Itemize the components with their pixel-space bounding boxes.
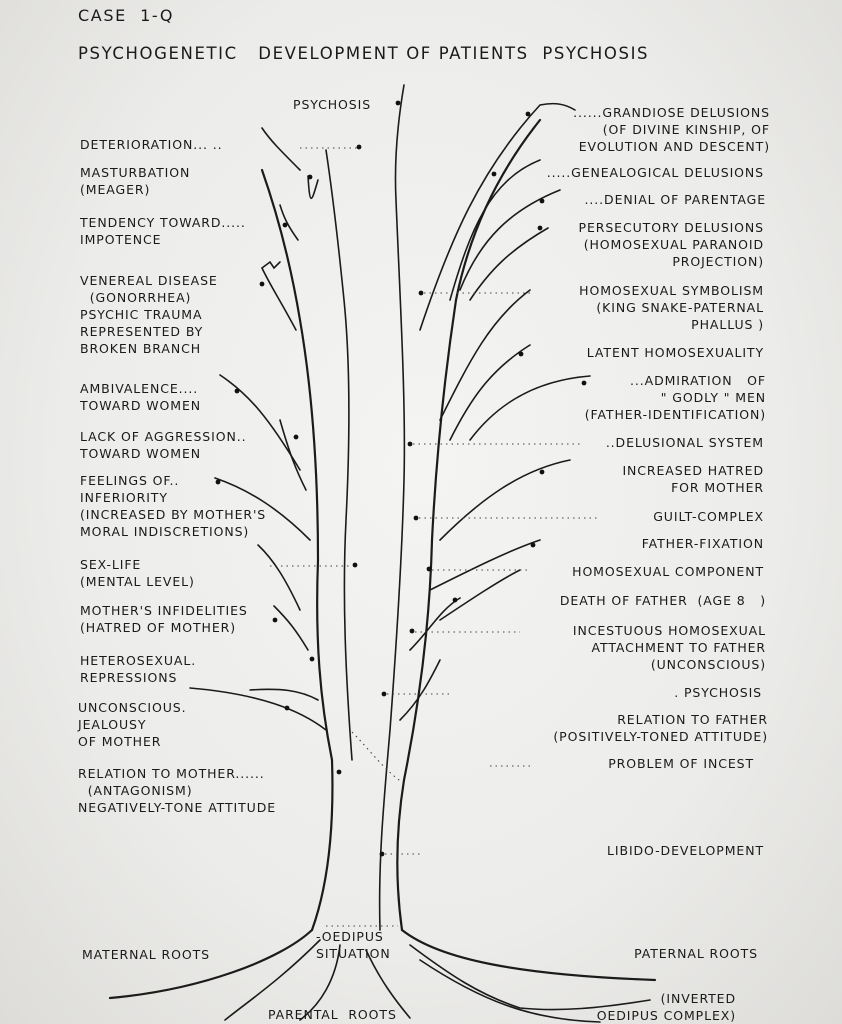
dot-impotence	[283, 223, 288, 228]
dot-libido	[380, 852, 385, 857]
label-denial-of-parentage: ....DENIAL OF PARENTAGE	[584, 192, 766, 207]
branch-right-7	[470, 376, 590, 440]
label-incestuous-attachment: INCESTUOUS HOMOSEXUAL ATTACHMENT TO FATHER (UNCONSCIOUS)	[572, 623, 766, 672]
branch-right-8	[440, 460, 570, 540]
label-problem-of-incest: PROBLEM OF INCEST	[608, 756, 754, 771]
label-homosexual-symbolism: HOMOSEXUAL SYMBOLISM (KING SNAKE-PATERNAL PHALLUS )	[579, 283, 764, 332]
dot-genealogical	[492, 172, 497, 177]
branch-right-3	[460, 190, 560, 290]
dot-deterioration	[357, 145, 362, 150]
label-parental-roots: PARENTAL ROOTS	[268, 1007, 397, 1022]
label-sex-life: SEX-LIFE (MENTAL LEVEL)	[80, 557, 195, 589]
label-homosexual-component: HOMOSEXUAL COMPONENT	[572, 564, 764, 579]
branch-left-6	[280, 420, 306, 490]
label-feelings-of-inferiority: FEELINGS OF.. INFERIORITY (INCREASED BY MOTHER'S MORAL INDISCRETIONS)	[80, 473, 267, 539]
dot-fixation	[531, 543, 536, 548]
dot-ambivalence	[235, 389, 240, 394]
label-deterioration: DETERIORATION... ..	[80, 137, 223, 152]
label-lack-of-aggression: LACK OF AGGRESSION.. TOWARD WOMEN	[80, 429, 247, 461]
case-id: CASE 1-Q	[78, 6, 175, 25]
branch-right-2	[450, 160, 540, 300]
label-psychosis-lower: . PSYCHOSIS	[674, 685, 762, 700]
dot-denial	[540, 199, 545, 204]
label-maternal-roots: MATERNAL ROOTS	[82, 947, 210, 962]
label-grandiose-delusions: ......GRANDIOSE DELUSIONS (OF DIVINE KINSHIP, OF EVOLUTION AND DESCENT)	[573, 105, 770, 154]
trunk-inner-2	[326, 150, 352, 760]
dot-infidelities	[273, 618, 278, 623]
dot-homosexual-component	[427, 567, 432, 572]
dot-guilt	[414, 516, 419, 521]
dot-persecutory	[538, 226, 543, 231]
branch-left-10	[250, 689, 318, 700]
label-relation-to-mother: RELATION TO MOTHER...... (ANTAGONISM) NEGATIVELY-TONE ATTITUDE	[78, 766, 277, 815]
label-ambivalence: AMBIVALENCE.... TOWARD WOMEN	[80, 381, 202, 413]
label-oedipus-situation: -OEDIPUS SITUATION	[316, 929, 391, 961]
branch-left-broken	[262, 262, 280, 268]
label-persecutory-delusions: PERSECUTORY DELUSIONS (HOMOSEXUAL PARANOID PROJECTION)	[578, 220, 764, 269]
label-inverted-oedipus: (INVERTED OEDIPUS COMPLEX)	[596, 991, 736, 1023]
label-unconscious-jealousy: UNCONSCIOUS. JEALOUSY OF MOTHER	[78, 700, 187, 749]
dot-latent	[519, 352, 524, 357]
branch-right-4	[470, 228, 548, 300]
label-genealogical-delusions: .....GENEALOGICAL DELUSIONS	[546, 165, 764, 180]
dot-venereal	[260, 282, 265, 287]
diagram-title: PSYCHOGENETIC DEVELOPMENT OF PATIENTS PSYCHOSIS	[78, 44, 650, 63]
branch-right-9	[430, 540, 540, 590]
label-delusional-system: ..DELUSIONAL SYSTEM	[605, 435, 764, 450]
dot-hatred	[540, 470, 545, 475]
root-inverted	[420, 960, 600, 1022]
branch-right-1	[420, 104, 575, 330]
branch-left-8	[258, 545, 300, 610]
root-maternal-1	[110, 930, 312, 998]
dot-grandiose	[526, 112, 531, 117]
label-paternal-roots: PATERNAL ROOTS	[634, 946, 758, 961]
label-latent-homosexuality: LATENT HOMOSEXUALITY	[586, 345, 764, 360]
dot-symbolism	[419, 291, 424, 296]
label-heterosexual-repressions: HETEROSEXUAL. REPRESSIONS	[80, 653, 197, 685]
label-mothers-infidelities: MOTHER'S INFIDELITIES (HATRED OF MOTHER)	[80, 603, 248, 635]
label-venereal-disease: VENEREAL DISEASE (GONORRHEA) PSYCHIC TRAUMA REPRESENTED BY BROKEN BRANCH	[80, 273, 218, 356]
branch-left-1	[262, 128, 300, 170]
dot-psychosis-top	[396, 101, 401, 106]
label-top-psychosis: PSYCHOSIS	[293, 97, 372, 112]
dot-lack-aggression	[294, 435, 299, 440]
dot-psychosis-lower	[382, 692, 387, 697]
dot-repressions	[310, 657, 315, 662]
dot-relation-mother	[337, 770, 342, 775]
branch-right-6	[450, 345, 530, 440]
dot-sex-life	[353, 563, 358, 568]
branch-left-9	[274, 606, 308, 650]
label-impotence: TENDENCY TOWARD..... IMPOTENCE	[80, 215, 246, 247]
dot-delusional	[408, 442, 413, 447]
label-relation-to-father: RELATION TO FATHER (POSITIVELY-TONED ATTITUDE)	[553, 712, 768, 744]
trunk-left-edge	[262, 170, 332, 930]
label-libido-development: LIBIDO-DEVELOPMENT	[607, 843, 764, 858]
dot-death-father	[453, 598, 458, 603]
dot-incestuous	[410, 629, 415, 634]
dot-jealousy	[285, 706, 290, 711]
label-guilt-complex: GUILT-COMPLEX	[653, 509, 764, 524]
dot-masturbation	[308, 175, 313, 180]
branch-right-10	[440, 570, 520, 620]
branch-right-11	[410, 598, 460, 650]
leader-relation-mother	[352, 732, 402, 782]
label-father-fixation: FATHER-FIXATION	[641, 536, 764, 551]
label-masturbation: MASTURBATION (MEAGER)	[80, 165, 191, 197]
label-death-of-father: DEATH OF FATHER (AGE 8 )	[559, 593, 766, 608]
label-increased-hatred: INCREASED HATRED FOR MOTHER	[622, 463, 764, 495]
label-admiration-of-godly-men: ...ADMIRATION OF " GODLY " MEN (FATHER-IDENTIFICATION)	[584, 373, 766, 422]
